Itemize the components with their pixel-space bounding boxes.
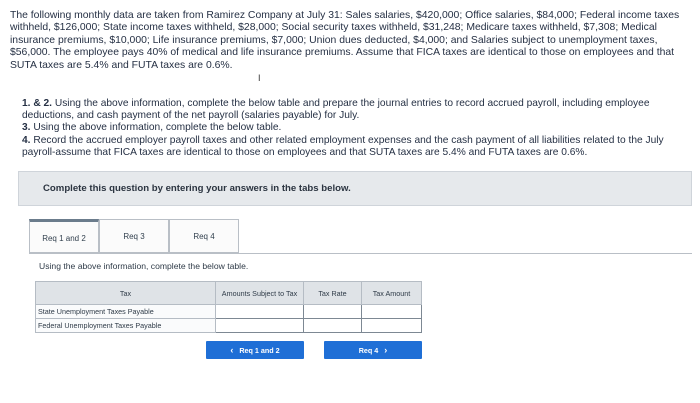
chevron-left-icon: ‹ xyxy=(230,345,234,355)
futa-amount-subject-input[interactable] xyxy=(216,319,304,333)
tab-req-3[interactable]: Req 3 xyxy=(99,219,169,253)
header-tax: Tax xyxy=(36,282,216,305)
requirement-text: Using the above information, complete the below table. xyxy=(33,122,282,134)
header-tax-rate: Tax Rate xyxy=(304,282,362,305)
next-req-label: Req 4 xyxy=(358,345,379,355)
problem-intro: The following monthly data are taken from Ramirez Company at July 31: Sales salaries, $420,000; Office salaries, $84,000; Federal income taxes withheld, $126,000; State income taxes withheld, $28,000; Social security taxes withheld, $31,248; Medicare taxes withheld, $7,308; Medical insurance premiums, $10,000; Life insurance premiums, $7,000; Union dues deducted, $4,000; and Salaries subject to unemployment taxes, $56,000. The employee pays 40% of medical and life insurance premiums. Assume that FICA taxes are identical to those on employees and that SUTA taxes are 5.4% and FUTA taxes are 0.6%. xyxy=(10,10,680,71)
complete-question-banner xyxy=(18,171,692,206)
text-cursor-icon: I xyxy=(258,73,261,83)
tab-req-1-and-2[interactable]: Req 1 and 2 xyxy=(29,219,99,253)
tab-req-4[interactable]: Req 4 xyxy=(169,219,239,253)
suta-amount-subject-input[interactable] xyxy=(216,305,304,319)
suta-tax-amount-input[interactable] xyxy=(362,305,422,319)
requirement-number: 1. & 2. xyxy=(22,98,53,109)
requirements-list xyxy=(22,98,694,159)
requirement-text: Record the accrued employer payroll taxes and other related employment expenses and the cash payment of all liabilities related to the July payroll-assume that FICA taxes are identical to those on employees and that SUTA taxes are 5.4% and FUTA taxes are 0.6%. xyxy=(22,134,664,158)
instruction-text: Using the above information, complete the below table. xyxy=(39,261,249,271)
row-label-futa: Federal Unemployment Taxes Payable xyxy=(36,319,216,333)
table-row xyxy=(36,319,422,333)
requirement-text: Using the above information, complete the below table and prepare the journal entries to record accrued payroll, including employee deductions, and cash payment of the net payroll (salaries payable) for July. xyxy=(22,98,650,122)
suta-tax-rate-input[interactable] xyxy=(304,305,362,319)
header-tax-amount: Tax Amount xyxy=(362,282,422,305)
header-amounts-subject: Amounts Subject to Tax xyxy=(216,282,304,305)
futa-tax-amount-input[interactable] xyxy=(362,319,422,333)
prev-req-label: Req 1 and 2 xyxy=(239,345,280,355)
table-row xyxy=(36,305,422,319)
requirement-1-2 xyxy=(22,98,694,122)
table-header-row xyxy=(36,282,422,305)
requirement-3 xyxy=(22,122,694,134)
requirement-4 xyxy=(22,135,694,159)
futa-tax-rate-input[interactable] xyxy=(304,319,362,333)
next-req-button[interactable] xyxy=(324,341,422,359)
chevron-right-icon: › xyxy=(384,345,388,355)
complete-question-text: Complete this question by entering your answers in the tabs below. xyxy=(43,183,351,194)
row-label-suta: State Unemployment Taxes Payable xyxy=(36,305,216,319)
requirement-number: 3. xyxy=(22,122,31,134)
requirement-number: 4. xyxy=(22,134,31,146)
prev-req-button[interactable] xyxy=(206,341,304,359)
unemployment-tax-table xyxy=(35,281,422,333)
